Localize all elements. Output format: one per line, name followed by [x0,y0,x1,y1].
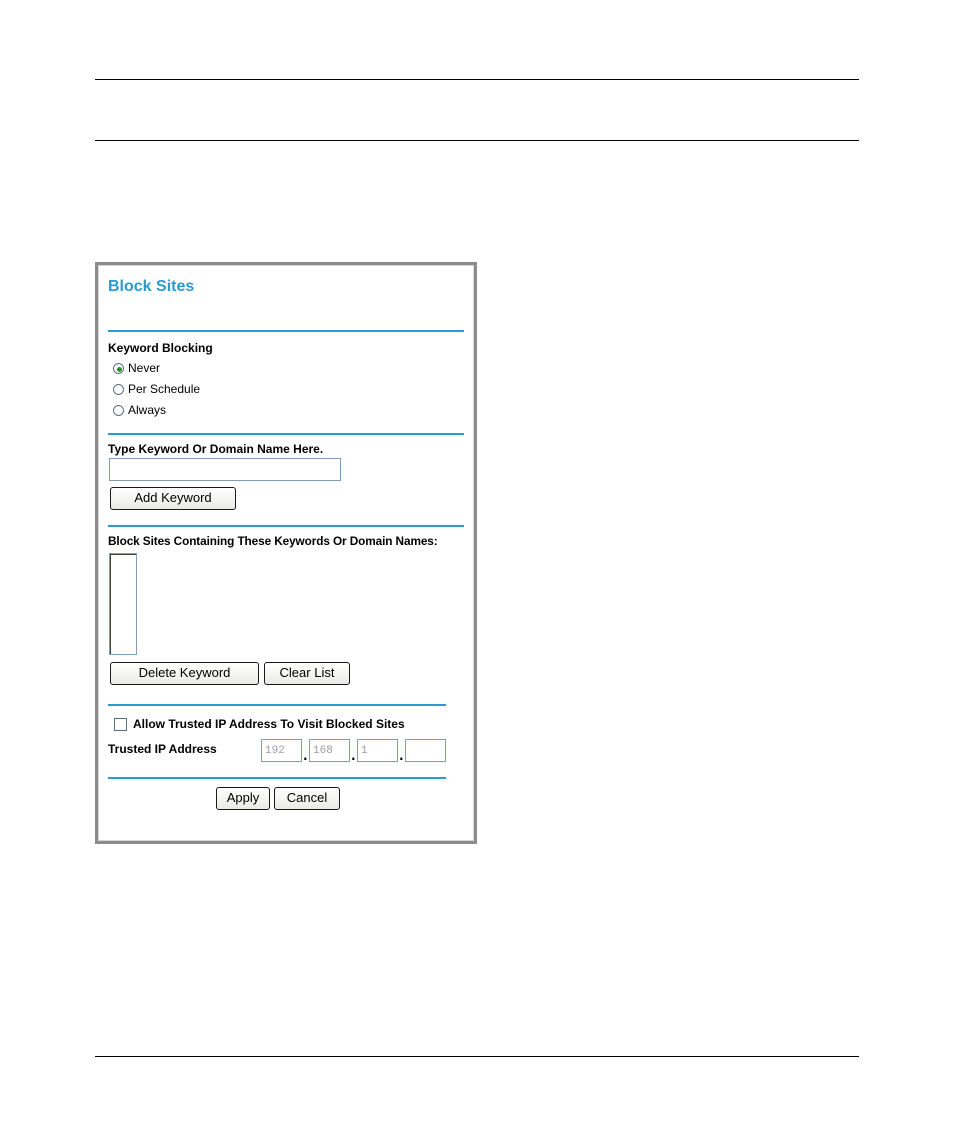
ip-dot-separator: . [399,749,404,763]
add-keyword-button[interactable]: Add Keyword [110,487,236,510]
header-rule-bottom [95,140,859,141]
ip-dot-separator: . [351,749,356,763]
section-divider [108,704,446,706]
radio-always-row[interactable] [113,402,166,418]
radio-per-schedule-label: Per Schedule [128,382,201,396]
radio-per-schedule-row[interactable] [113,381,200,397]
keyword-blocking-label: Keyword Blocking [108,341,213,355]
section-divider [108,433,464,435]
trusted-ip-octet-2[interactable] [309,739,350,762]
section-divider [108,777,446,779]
clear-list-button[interactable]: Clear List [264,662,350,685]
delete-keyword-button[interactable]: Delete Keyword [110,662,259,685]
section-divider [108,525,464,527]
radio-always[interactable] [113,405,124,416]
allow-trusted-ip-label: Allow Trusted IP Address To Visit Blocked Sites [133,717,405,731]
radio-never[interactable] [113,363,124,374]
radio-always-label: Always [128,403,167,417]
block-list-label: Block Sites Containing These Keywords Or Domain Names: [108,534,438,548]
blocked-keywords-listbox[interactable] [109,553,137,655]
trusted-ip-octet-1[interactable] [261,739,302,762]
header-rule-top [95,79,859,80]
trusted-ip-label: Trusted IP Address [108,742,217,756]
section-divider [108,330,464,332]
panel-title: Block Sites [108,278,195,295]
footer-rule [95,1056,859,1057]
keyword-input[interactable] [109,458,341,481]
trusted-ip-octet-4[interactable] [405,739,446,762]
radio-never-row[interactable] [113,360,160,376]
ip-dot-separator: . [303,749,308,763]
radio-never-label: Never [128,361,161,375]
radio-per-schedule[interactable] [113,384,124,395]
keyword-input-label: Type Keyword Or Domain Name Here. [108,442,324,456]
block-sites-panel [95,262,477,844]
trusted-ip-octet-3[interactable] [357,739,398,762]
allow-trusted-ip-checkbox[interactable] [114,718,127,731]
cancel-button[interactable]: Cancel [274,787,340,810]
apply-button[interactable]: Apply [216,787,270,810]
